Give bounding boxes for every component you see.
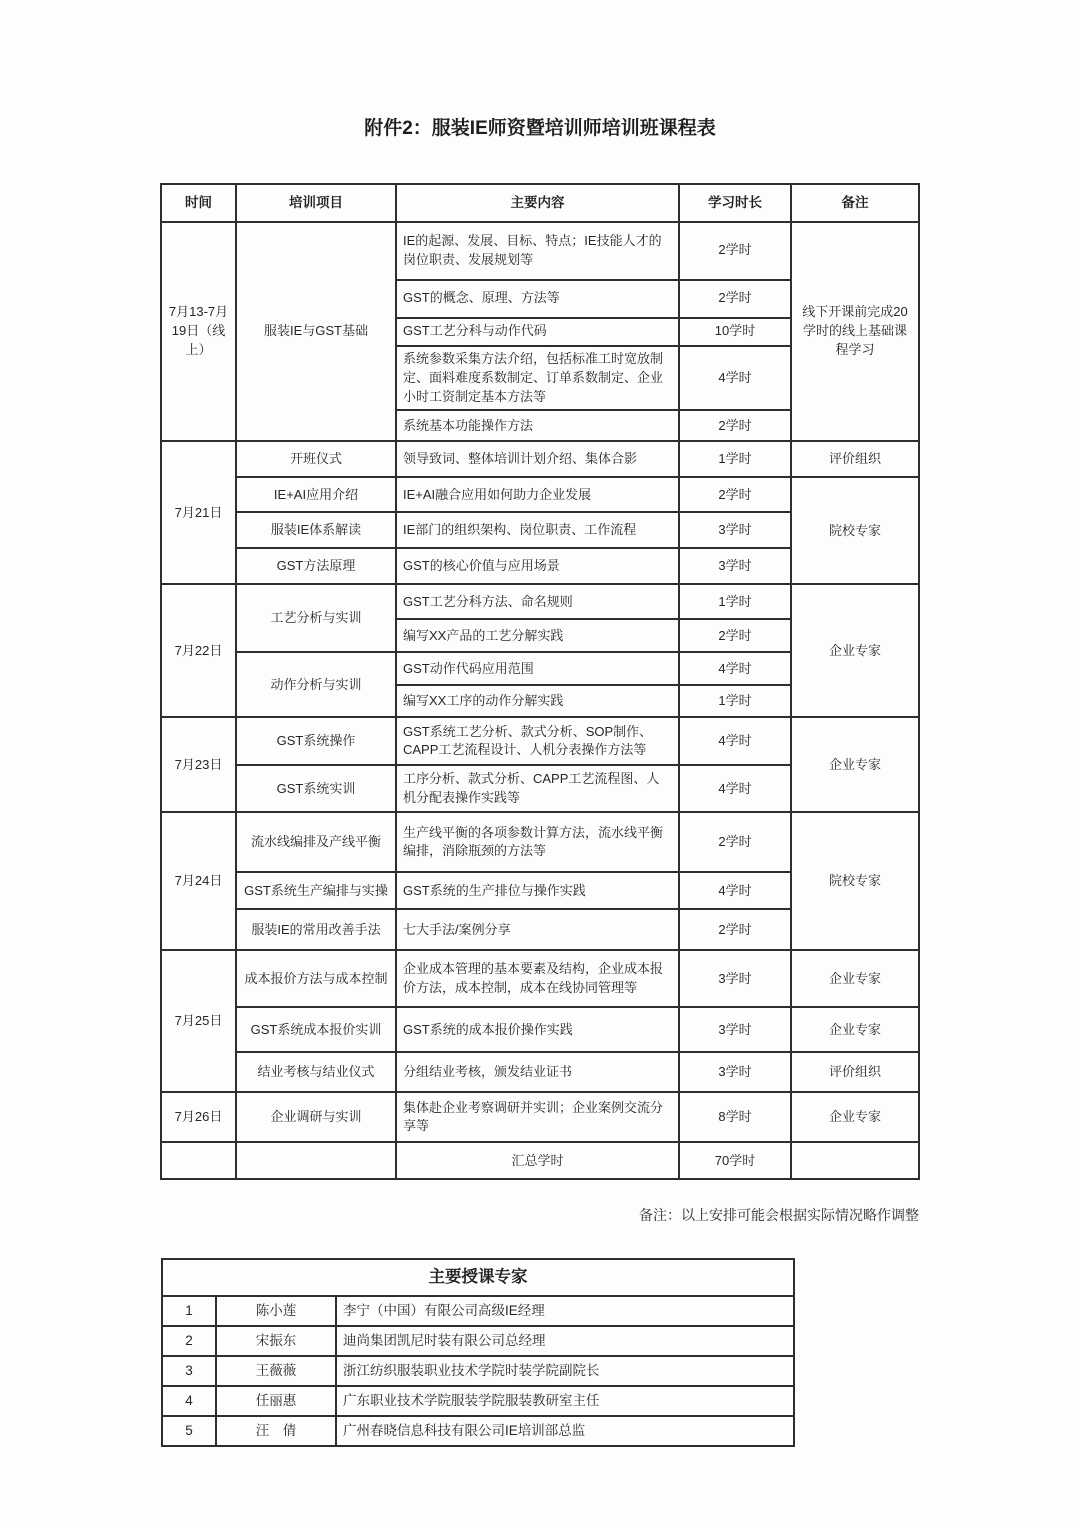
expert-name-cell: 陈小莲 — [216, 1296, 336, 1326]
remark-cell: 企业专家 — [791, 950, 919, 1007]
time-cell: 7月26日 — [161, 1092, 236, 1142]
time-cell: 7月25日 — [161, 950, 236, 1092]
adjustment-note: 备注：以上安排可能会根据实际情况略作调整 — [639, 1207, 919, 1224]
summary-label-cell: 汇总学时 — [396, 1142, 679, 1179]
experts-table-title: 主要授课专家 — [162, 1259, 794, 1296]
project-cell: GST系统生产编排与实操 — [236, 872, 396, 909]
expert-index-cell: 2 — [162, 1326, 216, 1356]
expert-index-cell: 1 — [162, 1296, 216, 1326]
duration-cell: 4学时 — [679, 346, 791, 411]
content-cell: IE的起源、发展、目标、特点；IE技能人才的岗位职责、发展规划等 — [396, 222, 679, 280]
duration-cell: 3学时 — [679, 1007, 791, 1052]
schedule-table — [160, 183, 920, 1181]
content-cell: IE部门的组织架构、岗位职责、工作流程 — [396, 512, 679, 548]
page-title: 附件2：服装IE师资暨培训师培训班课程表 — [364, 118, 716, 139]
duration-cell: 3学时 — [679, 950, 791, 1007]
table-row — [161, 717, 919, 765]
table-row — [161, 812, 919, 872]
expert-row — [162, 1386, 794, 1416]
content-cell: 编写XX产品的工艺分解实践 — [396, 619, 679, 652]
expert-row — [162, 1326, 794, 1356]
schedule-header-row — [161, 184, 919, 222]
column-header-duration: 学习时长 — [679, 184, 791, 222]
duration-cell: 2学时 — [679, 909, 791, 950]
time-cell: 7月21日 — [161, 441, 236, 584]
expert-index-cell: 4 — [162, 1386, 216, 1416]
time-cell: 7月13-7月19日（线上） — [161, 222, 236, 442]
table-row — [161, 222, 919, 280]
duration-cell: 1学时 — [679, 685, 791, 717]
content-cell: GST的概念、原理、方法等 — [396, 280, 679, 318]
project-cell: 结业考核与结业仪式 — [236, 1052, 396, 1092]
experts-title-row — [162, 1259, 794, 1296]
content-cell: 企业成本管理的基本要素及结构，企业成本报价方法，成本控制，成本在线协同管理等 — [396, 950, 679, 1007]
duration-cell: 2学时 — [679, 477, 791, 512]
expert-index-cell: 3 — [162, 1356, 216, 1386]
project-cell: 企业调研与实训 — [236, 1092, 396, 1142]
expert-title-cell: 李宁（中国）有限公司高级IE经理 — [336, 1296, 794, 1326]
table-row — [161, 1007, 919, 1052]
project-cell: 工艺分析与实训 — [236, 584, 396, 652]
expert-index-cell: 5 — [162, 1416, 216, 1446]
content-cell: 领导致词、整体培训计划介绍、集体合影 — [396, 441, 679, 477]
expert-row — [162, 1416, 794, 1446]
content-cell: GST的核心价值与应用场景 — [396, 548, 679, 584]
table-row — [161, 584, 919, 619]
column-header-content: 主要内容 — [396, 184, 679, 222]
empty-cell — [791, 1142, 919, 1179]
duration-cell: 2学时 — [679, 280, 791, 318]
remark-cell: 院校专家 — [791, 477, 919, 584]
content-cell: GST系统的生产排位与操作实践 — [396, 872, 679, 909]
project-cell: GST方法原理 — [236, 548, 396, 584]
time-cell: 7月23日 — [161, 717, 236, 812]
duration-cell: 8学时 — [679, 1092, 791, 1142]
remark-cell: 企业专家 — [791, 1092, 919, 1142]
duration-cell: 4学时 — [679, 765, 791, 812]
duration-cell: 4学时 — [679, 652, 791, 685]
expert-title-cell: 浙江纺织服装职业技术学院时装学院副院长 — [336, 1356, 794, 1386]
table-row — [161, 1092, 919, 1142]
expert-row — [162, 1296, 794, 1326]
content-cell: GST系统工艺分析、款式分析、SOP制作、CAPP工艺流程设计、人机分表操作方法等 — [396, 717, 679, 765]
table-row — [161, 477, 919, 512]
remark-cell: 企业专家 — [791, 584, 919, 717]
time-cell: 7月24日 — [161, 812, 236, 950]
duration-cell: 3学时 — [679, 512, 791, 548]
table-row — [161, 1052, 919, 1092]
duration-cell: 1学时 — [679, 584, 791, 619]
summary-value-cell: 70学时 — [679, 1142, 791, 1179]
expert-title-cell: 广州春晓信息科技有限公司IE培训部总监 — [336, 1416, 794, 1446]
table-row — [161, 441, 919, 477]
project-cell: GST系统实训 — [236, 765, 396, 812]
remark-cell: 评价组织 — [791, 441, 919, 477]
content-cell: GST工艺分科方法、命名规则 — [396, 584, 679, 619]
expert-name-cell: 汪 倩 — [216, 1416, 336, 1446]
expert-name-cell: 宋振东 — [216, 1326, 336, 1356]
content-cell: 七大手法/案例分享 — [396, 909, 679, 950]
content-cell: GST动作代码应用范围 — [396, 652, 679, 685]
content-cell: 生产线平衡的各项参数计算方法，流水线平衡编排，消除瓶颈的方法等 — [396, 812, 679, 872]
duration-cell: 4学时 — [679, 872, 791, 909]
project-cell: 流水线编排及产线平衡 — [236, 812, 396, 872]
project-cell: GST系统成本报价实训 — [236, 1007, 396, 1052]
remark-cell: 企业专家 — [791, 1007, 919, 1052]
duration-cell: 10学时 — [679, 318, 791, 346]
duration-cell: 3学时 — [679, 548, 791, 584]
time-cell: 7月22日 — [161, 584, 236, 717]
content-cell: IE+AI融合应用如何助力企业发展 — [396, 477, 679, 512]
expert-title-cell: 广东职业技术学院服装学院服装教研室主任 — [336, 1386, 794, 1416]
project-cell: IE+AI应用介绍 — [236, 477, 396, 512]
project-cell: GST系统操作 — [236, 717, 396, 765]
content-cell: 系统基本功能操作方法 — [396, 410, 679, 441]
project-cell: 动作分析与实训 — [236, 652, 396, 717]
project-cell: 服装IE体系解读 — [236, 512, 396, 548]
content-cell: 工序分析、款式分析、CAPP工艺流程图、人机分配表操作实践等 — [396, 765, 679, 812]
table-row — [161, 950, 919, 1007]
content-cell: 系统参数采集方法介绍，包括标准工时宽放制定、面料难度系数制定、订单系数制定、企业小时工资制定基本方法等 — [396, 346, 679, 411]
summary-row — [161, 1142, 919, 1179]
project-cell: 服装IE与GST基础 — [236, 222, 396, 442]
empty-cell — [161, 1142, 236, 1179]
duration-cell: 2学时 — [679, 222, 791, 280]
column-header-project: 培训项目 — [236, 184, 396, 222]
content-cell: 编写XX工序的动作分解实践 — [396, 685, 679, 717]
duration-cell: 2学时 — [679, 812, 791, 872]
expert-name-cell: 王薇薇 — [216, 1356, 336, 1386]
expert-name-cell: 任丽惠 — [216, 1386, 336, 1416]
duration-cell: 3学时 — [679, 1052, 791, 1092]
remark-cell: 评价组织 — [791, 1052, 919, 1092]
experts-table — [161, 1258, 795, 1447]
content-cell: 分组结业考核，颁发结业证书 — [396, 1052, 679, 1092]
content-cell: GST工艺分科与动作代码 — [396, 318, 679, 346]
expert-title-cell: 迪尚集团凯尼时装有限公司总经理 — [336, 1326, 794, 1356]
column-header-time: 时间 — [161, 184, 236, 222]
duration-cell: 4学时 — [679, 717, 791, 765]
remark-cell: 院校专家 — [791, 812, 919, 950]
remark-cell: 企业专家 — [791, 717, 919, 812]
expert-row — [162, 1356, 794, 1386]
project-cell: 服装IE的常用改善手法 — [236, 909, 396, 950]
project-cell: 成本报价方法与成本控制 — [236, 950, 396, 1007]
content-cell: GST系统的成本报价操作实践 — [396, 1007, 679, 1052]
column-header-remark: 备注 — [791, 184, 919, 222]
duration-cell: 2学时 — [679, 410, 791, 441]
duration-cell: 2学时 — [679, 619, 791, 652]
project-cell: 开班仪式 — [236, 441, 396, 477]
remark-cell: 线下开课前完成20学时的线上基础课程学习 — [791, 222, 919, 442]
empty-cell — [236, 1142, 396, 1179]
duration-cell: 1学时 — [679, 441, 791, 477]
content-cell: 集体赴企业考察调研并实训；企业案例交流分享等 — [396, 1092, 679, 1142]
